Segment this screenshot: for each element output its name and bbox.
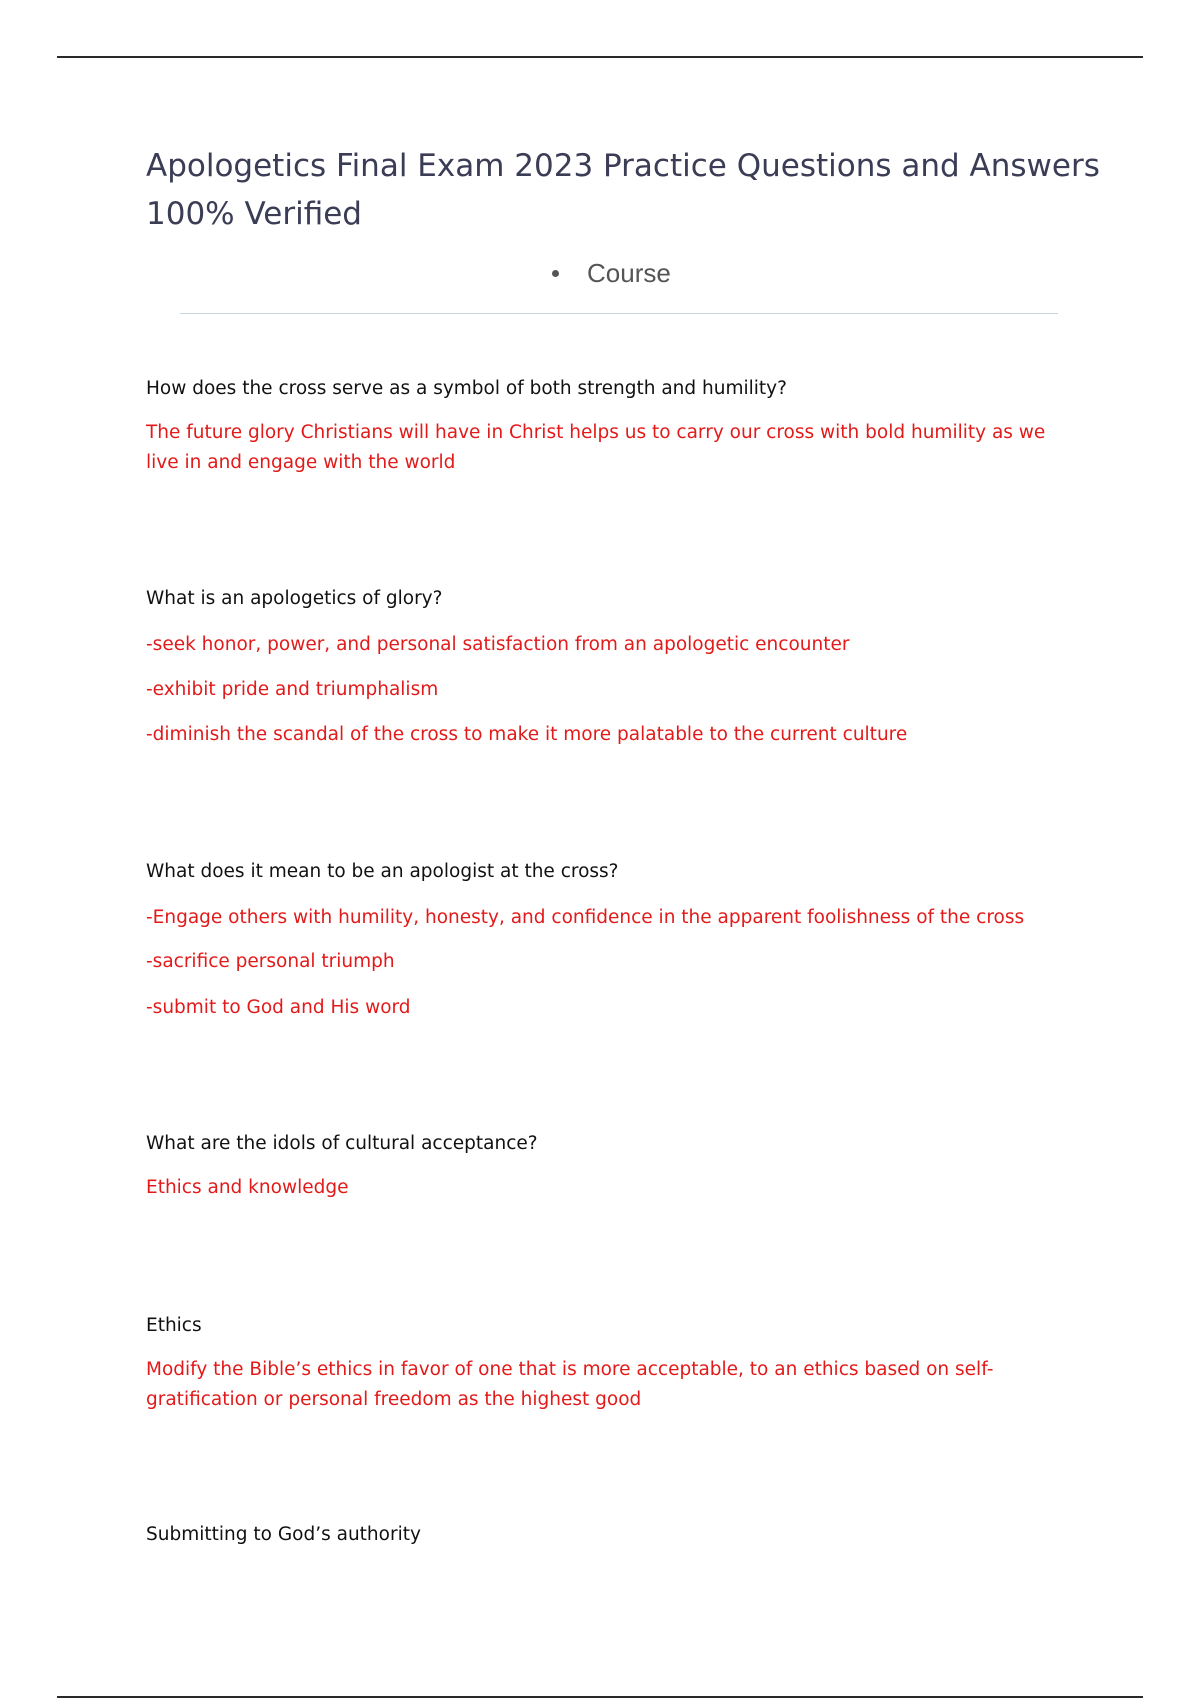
answer-5-1: Modify the Bible’s ethics in favor of one that is more acceptable, to an ethics based on self-gratification or personal freedom as the highest good	[146, 1359, 994, 1410]
question-4: What are the idols of cultural acceptance?	[146, 1133, 538, 1154]
page-top-rule	[57, 56, 1143, 58]
document-title: Apologetics Final Exam 2023 Practice Questions and Answers 100% Verified	[146, 148, 1100, 232]
answer-2-1: -seek honor, power, and personal satisfaction from an apologetic encounter	[146, 634, 850, 655]
course-list-item	[552, 258, 671, 289]
answer-3-2: -sacrifice personal triumph	[146, 951, 395, 972]
question-2: What is an apologetics of glory?	[146, 588, 443, 609]
question-6: Submitting to God’s authority	[146, 1524, 421, 1545]
answer-3-3: -submit to God and His word	[146, 997, 411, 1018]
answer-2-2: -exhibit pride and triumphalism	[146, 679, 439, 700]
course-label: Course	[587, 258, 671, 288]
page-bottom-rule	[57, 1696, 1143, 1698]
answer-2-3: -diminish the scandal of the cross to make it more palatable to the current culture	[146, 724, 908, 745]
question-1: How does the cross serve as a symbol of both strength and humility?	[146, 378, 787, 399]
answer-1-1: The future glory Christians will have in Christ helps us to carry our cross with bold humility as we live in and engage with the world	[146, 422, 1046, 473]
answer-4-1: Ethics and knowledge	[146, 1177, 349, 1198]
question-5: Ethics	[146, 1315, 202, 1336]
answer-3-1: -Engage others with humility, honesty, and confidence in the apparent foolishness of the cross	[146, 907, 1025, 928]
question-3: What does it mean to be an apologist at the cross?	[146, 861, 619, 882]
bullet-icon	[552, 270, 559, 277]
title-divider	[180, 313, 1058, 314]
